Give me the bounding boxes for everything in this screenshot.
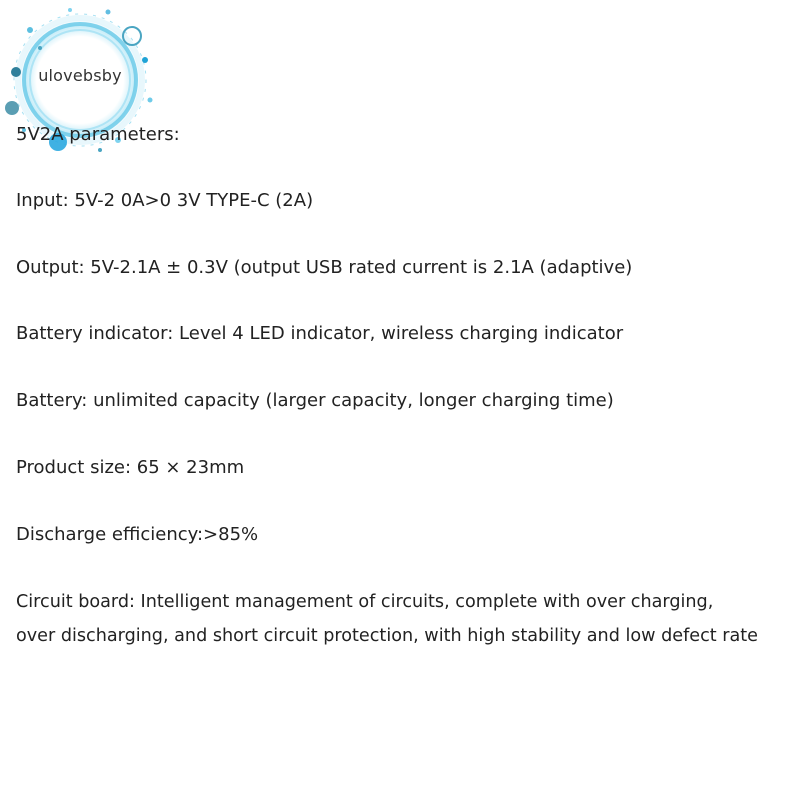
brand-logo-text: ulovebsby: [38, 66, 122, 85]
spec-input: Input: 5V-2 0A>0 3V TYPE-C (2A): [16, 190, 314, 211]
spec-circuit-board-line: Circuit board: Intelligent management of circuits, complete with over charging,: [16, 592, 714, 612]
spec-product-size: Product size: 65 × 23mm: [16, 457, 245, 478]
spec-battery-indicator: Battery indicator: Level 4 LED indicator, wireless charging indicator: [16, 323, 624, 344]
spec-discharge-efficiency: Discharge efficiency:>85%: [16, 524, 259, 545]
spec-circuit-board: [16, 585, 758, 653]
spec-output: Output: 5V-2.1A ± 0.3V (output USB rated current is 2.1A (adaptive): [16, 257, 633, 278]
spec-battery: Battery: unlimited capacity (larger capacity, longer charging time): [16, 390, 614, 411]
spec-heading: 5V2A parameters:: [16, 124, 180, 145]
spec-circuit-board-line: over discharging, and short circuit protection, with high stability and low defect rate: [16, 626, 758, 646]
